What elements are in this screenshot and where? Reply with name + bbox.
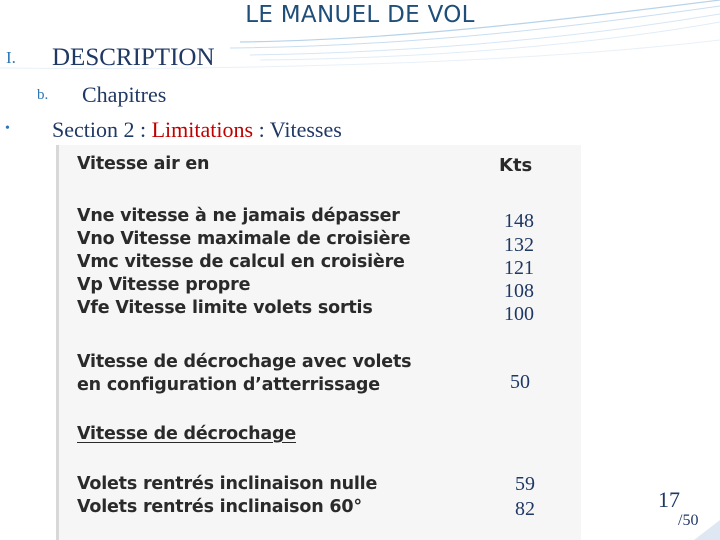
corner-fold-decoration bbox=[694, 520, 720, 540]
stall-flaps-label-line2: en configuration d’atterrissage bbox=[77, 375, 380, 395]
page-total: /50 bbox=[678, 512, 699, 529]
stall-flaps-label-line1: Vitesse de décrochage avec volets bbox=[77, 352, 412, 372]
speed-value-vne: 148 bbox=[504, 210, 534, 232]
stall-value-zero-bank: 59 bbox=[515, 473, 535, 495]
table-header-unit: Kts bbox=[499, 155, 533, 176]
speed-label-vno: Vno Vitesse maximale de croisière bbox=[77, 229, 411, 249]
speed-label-vp: Vp Vitesse propre bbox=[77, 275, 251, 295]
page-number: 17 bbox=[658, 487, 680, 512]
bullet-suffix: : Vitesses bbox=[253, 117, 342, 142]
section-numeral: I. bbox=[6, 48, 16, 67]
speed-value-vno: 132 bbox=[504, 234, 534, 256]
stall-flaps-value: 50 bbox=[510, 371, 530, 393]
speed-label-vmc: Vmc vitesse de calcul en croisière bbox=[77, 252, 405, 272]
stall-label-zero-bank: Volets rentrés inclinaison nulle bbox=[77, 474, 378, 494]
speed-value-vfe: 100 bbox=[504, 303, 534, 325]
bullet-icon: • bbox=[5, 121, 10, 136]
table-header-label: Vitesse air en bbox=[77, 154, 210, 174]
speed-label-vfe: Vfe Vitesse limite volets sortis bbox=[77, 298, 373, 318]
subsection-heading: Chapitres bbox=[82, 82, 167, 107]
bullet-prefix: Section 2 : bbox=[52, 117, 152, 142]
stall-label-60-bank: Volets rentrés inclinaison 60° bbox=[77, 497, 362, 517]
section-heading: DESCRIPTION bbox=[52, 44, 215, 71]
speed-label-vne: Vne vitesse à ne jamais dépasser bbox=[77, 206, 400, 226]
subsection-letter: b. bbox=[37, 87, 49, 103]
slide-title: LE MANUEL DE VOL bbox=[245, 2, 475, 28]
stall-value-60-bank: 82 bbox=[515, 498, 535, 520]
stall-heading: Vitesse de décrochage bbox=[77, 424, 297, 444]
speed-value-vp: 108 bbox=[504, 280, 534, 302]
bullet-line bbox=[52, 117, 342, 143]
speed-value-vmc: 121 bbox=[504, 257, 534, 279]
bullet-highlight: Limitations bbox=[151, 117, 254, 142]
